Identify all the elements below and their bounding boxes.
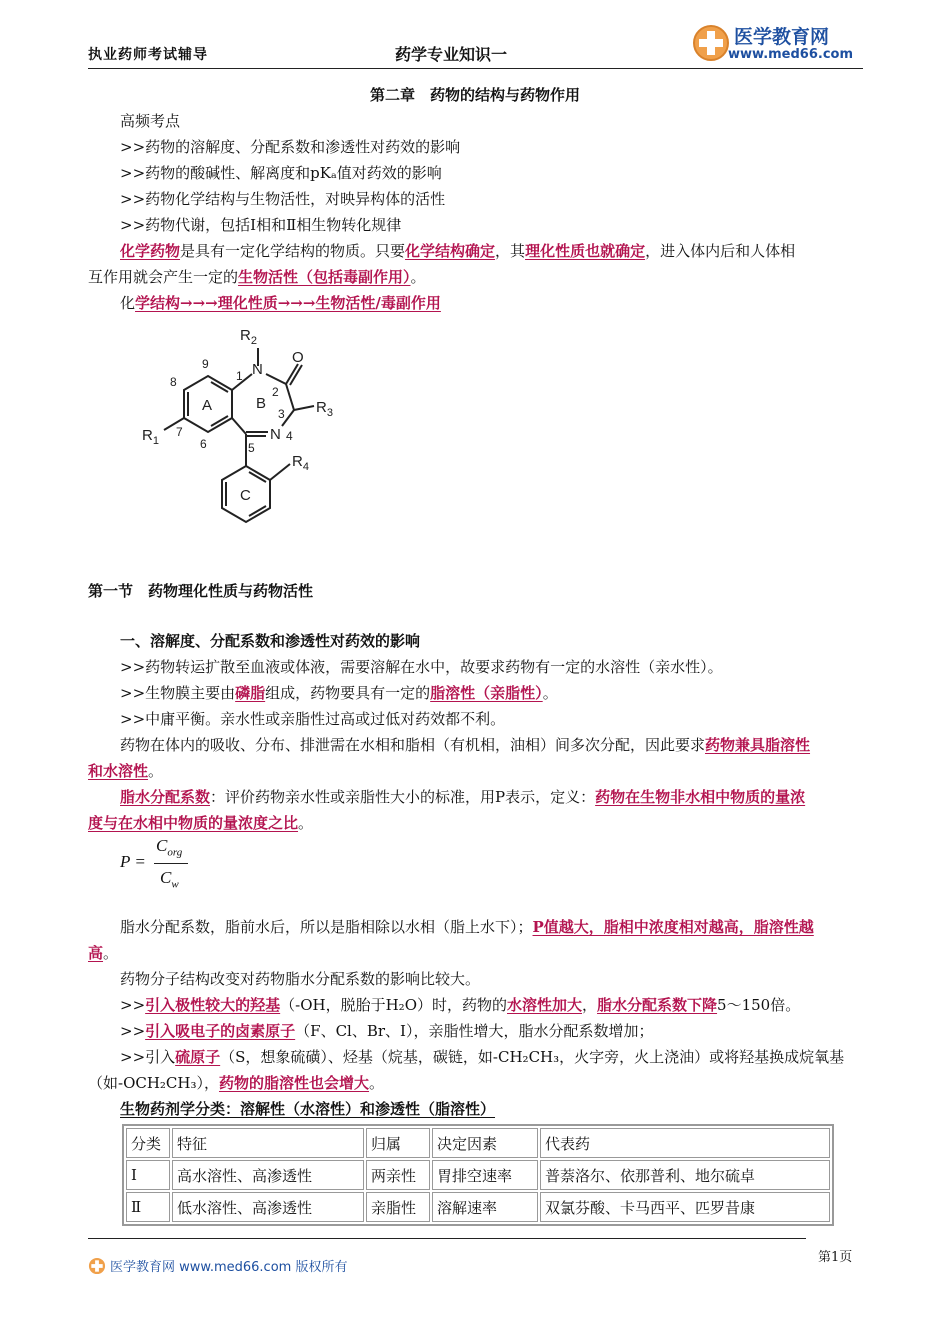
position-number: 1 xyxy=(236,369,243,383)
paragraph-line xyxy=(120,732,896,758)
position-number: 6 xyxy=(200,437,207,451)
table-header: 归属 xyxy=(366,1128,430,1158)
highlight-term: 化学药物 xyxy=(120,242,181,260)
highlight-term: P值越大，脂相中浓度相对越高，脂溶性越 xyxy=(532,918,814,936)
footer-text: 医学教育网 www.med66.com 版权所有 xyxy=(110,1260,348,1275)
table-cell: 普萘洛尔、依那普利、地尔硫卓 xyxy=(540,1160,830,1190)
table-header: 决定因素 xyxy=(432,1128,538,1158)
table-header-row xyxy=(126,1128,830,1158)
key-point: >>药物的酸碱性、解离度和pKₐ值对药效的影响 xyxy=(120,164,442,182)
footer-copyright xyxy=(88,1256,347,1275)
text: 。 xyxy=(369,1074,385,1092)
highlight-term: 理化性质也就确定 xyxy=(525,242,646,260)
highlight-term: 生物活性（包括毒副作用） xyxy=(238,268,411,286)
intro-flow xyxy=(120,290,896,316)
highlight-term: 度与在水相中物质的量浓度之比 xyxy=(88,814,299,832)
highlight-term: 水溶性加大 xyxy=(507,996,583,1014)
text: 。 xyxy=(298,814,314,832)
highlight-term: 脂溶性（亲脂性） xyxy=(430,684,543,702)
text: 是具有一定化学结构的物质。只要 xyxy=(180,242,406,260)
position-number: 7 xyxy=(176,425,183,439)
atom-n4: N xyxy=(270,426,281,443)
position-number: 9 xyxy=(202,357,209,371)
formula-numerator: $C_{org}$ xyxy=(156,836,183,859)
intro-line-2 xyxy=(88,264,864,290)
table-cell: 亲脂性 xyxy=(366,1192,430,1222)
paragraph-line xyxy=(120,992,896,1018)
text: 。 xyxy=(103,944,119,962)
text: 互作用就会产生一定的 xyxy=(88,268,239,286)
text: （-OH，脱胎于H₂O）时，药物的 xyxy=(280,996,507,1014)
table-cell: 双氯芬酸、卡马西平、匹罗昔康 xyxy=(540,1192,830,1222)
text: ， xyxy=(582,996,598,1014)
label-r1: $R_1$ xyxy=(142,427,159,447)
highlight-term: 磷脂 xyxy=(235,684,266,702)
key-points-heading: 高频考点 xyxy=(120,112,181,130)
fraction-bar xyxy=(154,863,188,864)
table-cell: 胃排空速率 xyxy=(432,1160,538,1190)
text: （如-OCH₂CH₃）， xyxy=(88,1074,220,1092)
text: 组成，药物要具有一定的 xyxy=(265,684,431,702)
highlight-term: 脂水分配系数 xyxy=(120,788,211,806)
table-cell: 溶解速率 xyxy=(432,1192,538,1222)
bcs-title: 生物药剂学分类：溶解性（水溶性）和渗透性（脂溶性） xyxy=(120,1100,496,1118)
atom-o: O xyxy=(292,349,304,366)
text: 。 xyxy=(542,684,558,702)
paragraph-line xyxy=(88,810,864,836)
paragraph-line xyxy=(120,784,896,810)
label-r2: $R_2$ xyxy=(240,327,257,347)
med66-cross-logo-icon xyxy=(88,1257,106,1275)
table-cell: 两亲性 xyxy=(366,1160,430,1190)
footer-rule xyxy=(88,1238,806,1239)
bcs-table xyxy=(122,1124,834,1226)
ring-label-a: A xyxy=(202,397,213,414)
text: ：评价药物亲水性或亲脂性大小的标准，用P表示，定义： xyxy=(210,788,596,806)
subsection-title: 一、溶解度、分配系数和渗透性对药效的影响 xyxy=(120,632,421,650)
text: 5～150倍。 xyxy=(717,996,801,1014)
paragraph-line: 药物分子结构改变对药物脂水分配系数的影响比较大。 xyxy=(120,970,481,988)
highlight-term: 脂水分配系数下降 xyxy=(597,996,718,1014)
paragraph-line xyxy=(120,680,896,706)
header-title: 药学专业知识一 xyxy=(395,45,508,64)
paragraph-line xyxy=(120,1018,896,1044)
med66-logo[interactable] xyxy=(688,20,868,66)
text: （S，想象硫磺）、烃基（烷基，碳链，如-CH₂CH₃，火字旁，火上浇油）或将羟基换成烷氧基 xyxy=(220,1048,845,1066)
header-left-text: 执业药师考试辅导 xyxy=(88,47,208,63)
paragraph-line xyxy=(88,758,864,784)
chapter-title: 第二章 药物的结构与药物作用 xyxy=(369,86,580,104)
table-cell: Ⅱ xyxy=(126,1192,170,1222)
formula-denominator: $C_w$ xyxy=(160,868,179,891)
position-number: 8 xyxy=(170,375,177,389)
position-number: 3 xyxy=(278,407,285,421)
label-r4: $R_4$ xyxy=(292,453,309,473)
partition-coefficient-formula xyxy=(120,836,240,892)
text: >> xyxy=(120,996,146,1014)
text: 。 xyxy=(148,762,164,780)
table-header: 特征 xyxy=(172,1128,364,1158)
med66-cross-logo-icon xyxy=(692,24,730,62)
benzodiazepine-structure-diagram xyxy=(140,318,360,538)
highlight-term: 引入极性较大的羟基 xyxy=(145,996,281,1014)
logo-name: 医学教育网 xyxy=(734,26,830,48)
key-point: >>药物代谢，包括Ⅰ相和Ⅱ相生物转化规律 xyxy=(120,216,402,234)
key-point: >>药物化学结构与生物活性，对映异构体的活性 xyxy=(120,190,446,208)
position-number: 5 xyxy=(248,441,255,455)
text: ，其 xyxy=(495,242,526,260)
formula-lhs: P = xyxy=(120,852,146,871)
page-number: 第1页 xyxy=(818,1250,853,1265)
label-r3: $R_3$ xyxy=(316,399,333,419)
text: 。 xyxy=(410,268,426,286)
table-cell: Ⅰ xyxy=(126,1160,170,1190)
paragraph-line: >>药物转运扩散至血液或体液，需要溶解在水中，故要求药物有一定的水溶性（亲水性）。 xyxy=(120,658,723,676)
text: >>生物膜主要由 xyxy=(120,684,236,702)
section-title: 第一节 药物理化性质与药物活性 xyxy=(88,582,314,600)
paragraph-line xyxy=(120,1044,896,1070)
position-number: 2 xyxy=(272,385,279,399)
text: >>引入 xyxy=(120,1048,176,1066)
table-header: 分类 xyxy=(126,1128,170,1158)
key-point: >>药物的溶解度、分配系数和渗透性对药效的影响 xyxy=(120,138,461,156)
text: >> xyxy=(120,1022,146,1040)
text: 化 xyxy=(120,294,136,312)
paragraph-line xyxy=(120,914,896,940)
ring-label-b: B xyxy=(256,395,267,412)
highlight-term: 药物在生物非水相中物质的量浓 xyxy=(595,788,806,806)
table-row xyxy=(126,1160,830,1190)
ring-label-c: C xyxy=(240,487,251,504)
highlight-term: 引入吸电子的卤素原子 xyxy=(145,1022,296,1040)
text: （F、Cl、Br、I），亲脂性增大，脂水分配系数增加； xyxy=(295,1022,654,1040)
highlight-term: 硫原子 xyxy=(175,1048,221,1066)
text: 药物在体内的吸收、分布、排泄需在水相和脂相（有机相，油相）间多次分配，因此要求 xyxy=(120,736,706,754)
highlight-term: 高 xyxy=(88,944,104,962)
paragraph-line: >>中庸平衡。亲水性或亲脂性过高或过低对药效都不利。 xyxy=(120,710,506,728)
highlight-term: 化学结构确定 xyxy=(405,242,496,260)
intro-line-1 xyxy=(120,238,896,264)
position-number: 4 xyxy=(286,429,293,443)
highlight-term: 药物的脂溶性也会增大 xyxy=(219,1074,370,1092)
highlight-term: 药物兼具脂溶性 xyxy=(705,736,811,754)
table-cell: 低水溶性、高渗透性 xyxy=(172,1192,364,1222)
header-rule xyxy=(88,68,863,69)
logo-url[interactable]: www.med66.com xyxy=(728,47,854,62)
highlight-term: 和水溶性 xyxy=(88,762,149,780)
paragraph-line xyxy=(88,1070,864,1096)
text: 脂水分配系数，脂前水后，所以是脂相除以水相（脂上水下）； xyxy=(120,918,533,936)
paragraph-line xyxy=(88,940,864,966)
text: ，进入体内后和人体相 xyxy=(645,242,796,260)
table-header: 代表药 xyxy=(540,1128,830,1158)
table-row xyxy=(126,1192,830,1222)
highlight-flow: 学结构→→→理化性质→→→生物活性/毒副作用 xyxy=(135,294,441,312)
atom-n1: N xyxy=(252,361,263,378)
table-cell: 高水溶性、高渗透性 xyxy=(172,1160,364,1190)
